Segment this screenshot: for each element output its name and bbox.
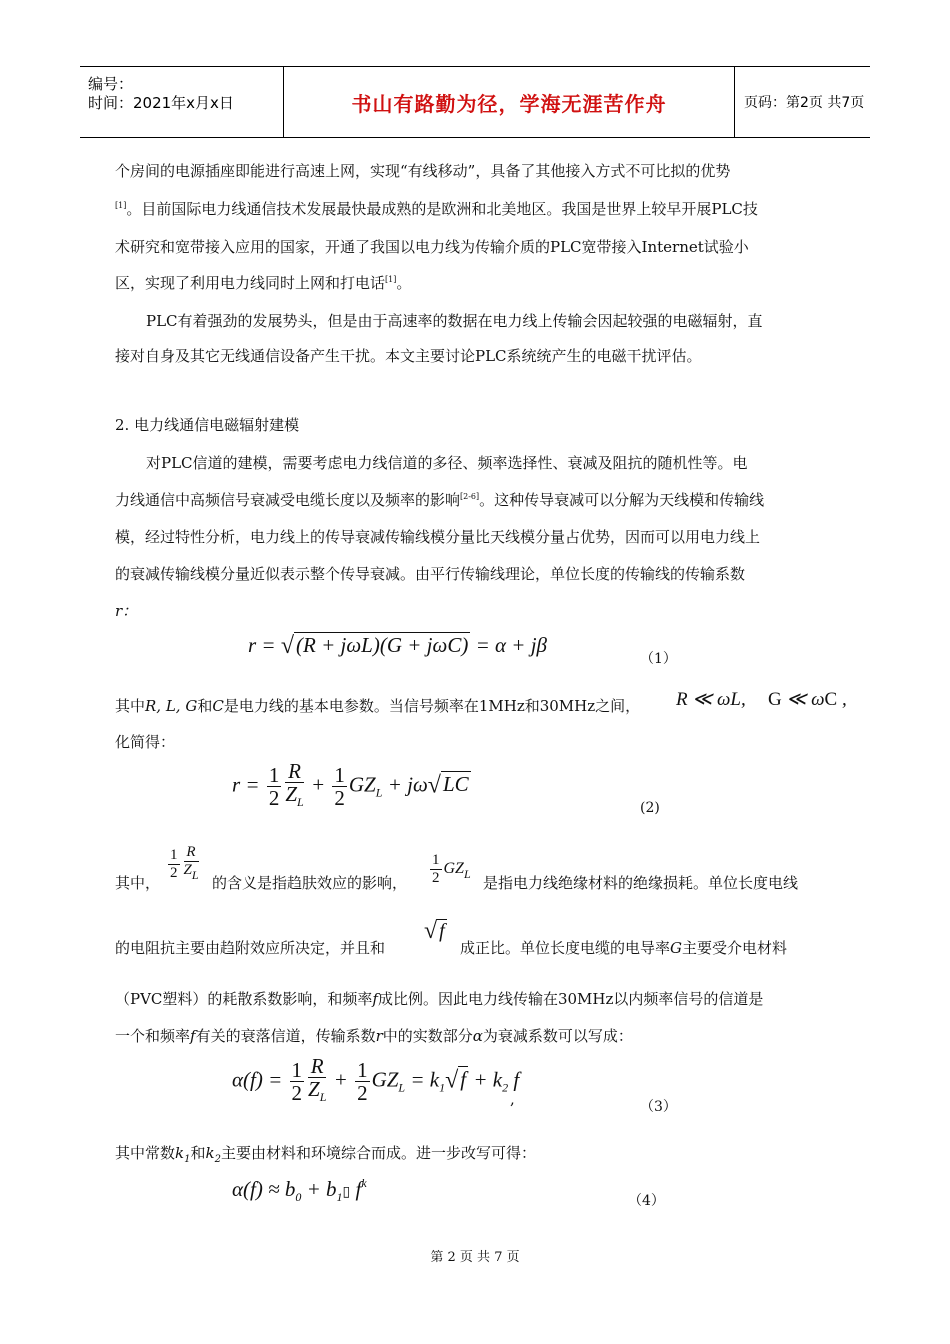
- paragraph-text: 主要由材料和环境综合而成。进一步改写可得：: [220, 1144, 536, 1162]
- paragraph-text: 其中，: [115, 874, 161, 892]
- inline-fraction-gzl: $\frac{1}{2}$ $GZ_L$: [432, 852, 471, 886]
- equation-number: (2): [640, 800, 660, 816]
- motto: 书山有路勤为径，学海无涯苦作舟: [351, 91, 667, 116]
- time-label: 时间：2021年x月x日: [88, 94, 234, 112]
- paragraph-line: [115, 272, 411, 293]
- fraction: $\frac{1}{2}$: [334, 763, 345, 810]
- paragraph-text: 是指电力线绝缘材料的绝缘损耗。单位长度电线: [483, 874, 799, 892]
- paragraph-text: 有关的衰落信道，传输系数: [195, 1027, 376, 1045]
- paragraph-line: 对PLC信道的建模，需要考虑电力线信道的多径、频率选择性、衰减及阻抗的随机性等。电: [146, 454, 748, 472]
- paragraph-text: 和: [190, 1144, 206, 1162]
- paragraph-line: [115, 1025, 633, 1046]
- equation-1: r = √(R + jωL)(G + jωC) = α + jβ: [248, 633, 548, 659]
- paragraph-line: 接对自身及其它无线通信设备产生干扰。本文主要讨论PLC系统统产生的电磁干扰评估。: [115, 347, 702, 365]
- paragraph-text: 是电力线的基本电参数。当信号频率在1MHz和30MHz之间，: [223, 697, 641, 715]
- paragraph-text: 。目前国际电力线通信技术发展最快最成熟的是欧洲和北美地区。我国是世界上较早开展PLC技: [126, 200, 758, 218]
- math-symbol: k: [175, 1144, 185, 1162]
- fraction: $\frac{1}{2}$: [291, 1058, 303, 1105]
- equation-4: $\alpha(f) \approx b_0$ + $b_1▯$ $f^k$: [232, 1176, 367, 1204]
- inline-math-r-ll-wl: R ≪ ωL,: [676, 689, 746, 710]
- paragraph-text: 和: [197, 697, 213, 715]
- paragraph-line: [115, 872, 160, 893]
- paragraph-line: [115, 937, 385, 958]
- equation-comma: ,: [510, 1090, 515, 1108]
- math-symbol: k: [205, 1144, 215, 1162]
- header-left-cell: [80, 67, 282, 137]
- math-symbol: C: [212, 697, 224, 715]
- paragraph-text: 成比例。因此电力线传输在30MHz以内频率信号的信道是: [377, 990, 764, 1008]
- paragraph-line: [115, 1142, 536, 1165]
- paragraph-line: 模，经过特性分析，电力线上的传导衰减传输线模分量比天线模分量占优势，因而可以用电力线上: [115, 528, 761, 546]
- paragraph-line: 的衰减传输线模分量近似表示整个传导衰减。由平行传输线理论，单位长度的传输线的传输系数: [115, 565, 746, 583]
- citation: [1]: [385, 275, 397, 284]
- math-symbol: R, L, G: [145, 697, 198, 715]
- paragraph-text: 。这种传导衰减可以分解为天线模和传输线: [479, 491, 765, 509]
- paragraph-text: 中的实数部分: [382, 1027, 473, 1045]
- paragraph-line: 化简得：: [115, 733, 176, 751]
- equation-2: r = $\frac{1}{2}$ $\frac{R}{Z_L}$ + $\frac{1}{2}$ $GZ_L + j\omega√LC$: [232, 760, 471, 813]
- paragraph-line: r：: [115, 602, 138, 620]
- paragraph-line: [115, 695, 640, 716]
- page-footer: 第 2 页 共 7 页: [430, 1250, 520, 1265]
- paragraph-text: 其中: [115, 697, 146, 715]
- equation-number: （3）: [640, 1099, 677, 1115]
- paragraph-text: 成正比。单位长度电缆的电导率: [460, 939, 671, 957]
- math-symbol: r: [375, 1027, 383, 1045]
- paragraph-text: 为衰减系数可以写成：: [482, 1027, 633, 1045]
- paragraph-line: [460, 937, 787, 958]
- fraction: $\frac{1}{2}$: [268, 763, 280, 810]
- math-subscript: 1: [184, 1154, 191, 1165]
- inline-fraction-r-zl: $\frac{1}{2}$ $\frac{R}{Z_L}$: [170, 844, 199, 882]
- math-symbol: α: [472, 1027, 483, 1045]
- document-header: [80, 66, 870, 138]
- paragraph-text: 一个和频率: [115, 1027, 191, 1045]
- math-subscript: 2: [214, 1154, 221, 1165]
- number-label: 编号：: [88, 75, 134, 93]
- citation: [1]: [115, 201, 127, 210]
- paragraph-line: [115, 988, 763, 1009]
- citation: [2-6]: [460, 492, 480, 501]
- equation-number: （1）: [640, 651, 677, 667]
- header-motto-cell: [283, 67, 735, 137]
- paragraph-line: 个房间的电源插座即能进行高速上网，实现“有线移动”，具备了其他接入方式不可比拟的优势: [115, 162, 731, 180]
- paragraph-text: （PVC塑料）的耗散系数影响，和频率: [115, 990, 373, 1008]
- equation-3: α(f) = $\frac{1}{2}$ $\frac{R}{Z_L}$ + $\frac{1}{2}$ $GZ_L = k_1√f + k_2$ f: [232, 1055, 519, 1108]
- paragraph-line: PLC有着强劲的发展势头，但是由于高速率的数据在电力线上传输会因起较强的电磁辐射，直: [146, 312, 763, 330]
- math-symbol: f: [372, 990, 378, 1008]
- header-page-cell: [734, 67, 870, 137]
- paragraph-line: 术研究和宽带接入应用的国家，开通了我国以电力线为传输介质的PLC宽带接入Internet试验小: [115, 238, 749, 256]
- paragraph-text: 其中常数: [115, 1144, 176, 1162]
- math-symbol: f: [190, 1027, 196, 1045]
- paragraph-text: 的含义是指趋肤效应的影响，: [212, 874, 408, 892]
- equation-number: （4）: [628, 1193, 665, 1209]
- paragraph-text: 区，实现了利用电力线同时上网和打电话: [115, 274, 386, 292]
- paragraph-line: [115, 198, 758, 219]
- fraction: $\frac{1}{2}$: [357, 1058, 368, 1105]
- inline-math-sqrt-f: √ f: [424, 918, 445, 944]
- inline-math-g-ll-wc: G ≪ ωC ,: [768, 689, 847, 710]
- section-heading: 2. 电力线通信电磁辐射建模: [115, 416, 300, 434]
- fraction: $\frac{R}{Z_L}$: [285, 759, 304, 809]
- paragraph-line: [115, 489, 764, 510]
- math-symbol: G: [670, 939, 682, 957]
- paragraph-text: 力线通信中高频信号衰减受电缆长度以及频率的影响: [115, 491, 461, 509]
- paragraph-text: 主要受介电材料: [682, 939, 788, 957]
- fraction: $\frac{R}{Z_L}$: [308, 1054, 327, 1104]
- paragraph-text: 。: [396, 274, 412, 292]
- paragraph-text: 的电阻抗主要由趋附效应所决定，并且和: [115, 939, 386, 957]
- page-info: 页码：第2页 共7页: [744, 95, 865, 111]
